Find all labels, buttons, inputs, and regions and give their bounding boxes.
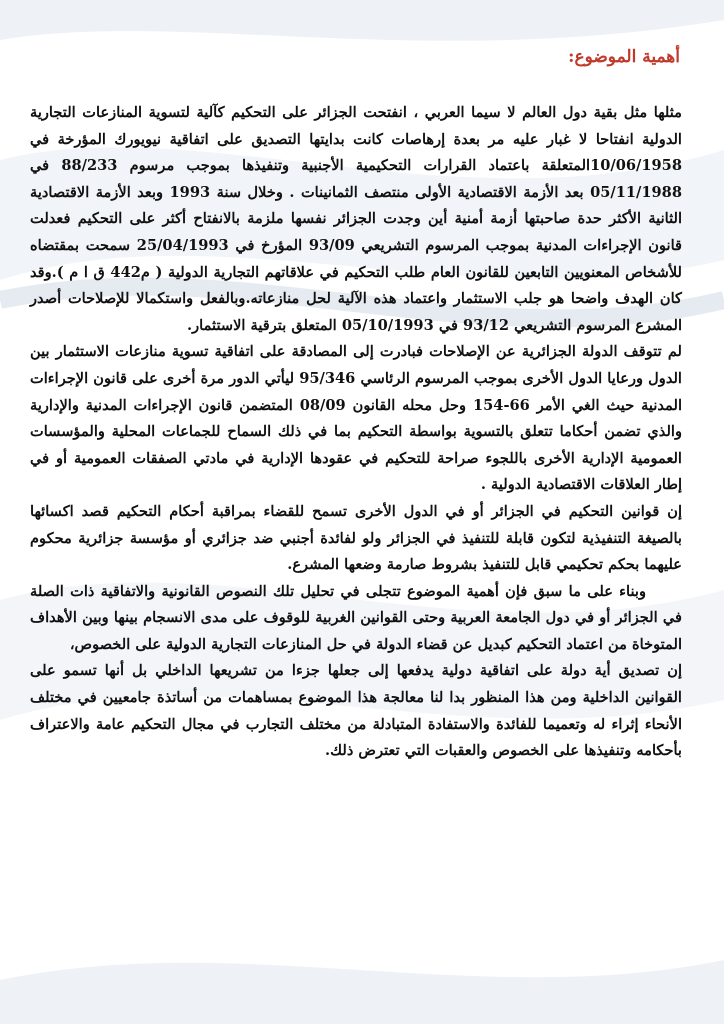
paragraph-1: مثلها مثل بقية دول العالم لا سيما العربي ، انفتحت الجزائر على التحكيم كآلية لتسوية المنازعات التجارية الدولية انفتاحا لا غبار عليه مر بعدة إرهاصات كانت بدايتها التصديق على اتفاقية نيويورك المؤرخة في 10/06/1958المتعلقة باعتماد القرارات التحكيمية الأجنبية وتنفيذها بموجب مرسوم 88/233 في 05/11/1988 بعد الأزمة الاقتصادية الأولى منتصف الثمانينات . وخلال سنة 1993 وبعد الأزمة الاقتصادية الثانية الأكثر حدة صاحبتها أزمة أمنية أين وجدت الجزائر نفسها ملزمة بالانفتاح أكثر على التحكيم فعدلت قانون الإجراءات المدنية بموجب المرسوم التشريعي 93/09 المؤرخ في 25/04/1993 سمحت بمقتضاه للأشخاص المعنويين التابعين للقانون العام طلب التحكيم في علاقاتهم التجارية الدولية ( م442 ق ا م ).وقد كان الهدف واضحا هو جلب الاستثمار واعتماد هذه الآلية لحل منازعاته.وبالفعل واستكمالا للإصلاحات أصدر المشرع المرسوم التشريعي 93/12 في 05/10/1993 المتعلق بترقية الاستثمار. <box>30 104 683 334</box>
section-heading: أهمية الموضوع: <box>568 47 680 67</box>
paragraph-3: إن قوانين التحكيم في الجزائر أو في الدول الأخرى تسمح للقضاء بمراقبة أحكام التحكيم قصد اكسائها بالصيغة التنفيذية لتكون قابلة للتنفيذ في الجزائر ولو لفائدة أجنبي ضد جزائري أو مؤسسة جزائرية محكوم عليهما بحكم تحكيمي قابل للتنفيذ بشروط صارمة وضعها المشرع. <box>30 502 682 574</box>
paragraph-2: لم تتوقف الدولة الجزائرية عن الإصلاحات فبادرت إلى المصادقة على اتفاقية تسوية منازعات الاستثمار بين الدول ورعايا الدول الأخرى بموجب المرسوم الرئاسي 95/346 ليأتي الدور مرة أخرى على قانون الإجراءات المدنية حيث الغي الأمر 66-154 وحل محله القانون 08/09 المتضمن قانون الإجراءات المدنية والإدارية والذي تضمن أحكاما تتعلق بالتسوية بواسطة التحكيم بما في ذلك السماح للجماعات المحلية والمؤسسات العمومية الإدارية الأخرى باللجوء صراحة للتحكيم في عقودها الإدارية في مادتي الصفقات العمومية أو في إطار العلاقات الاقتصادية الدولية . <box>30 343 683 494</box>
paragraph-5: إن تصديق أية دولة على اتفاقية دولية يدفعها إلى جعلها جزءا من تشريعها الداخلي بل أنها تسمو على القوانين الداخلية ومن هذا المنظور بدا لنا معالجة هذا الموضوع بمساهمات من أساتذة جامعيين في مختلف الأنحاء إثراء له وتعميما للفائدة والاستفادة المتبادلة من مختلف التجارب في مجال التحكيم عامة والاعتراف بأحكامه وتنفيذها على الخصوص والعقبات التي تعترض ذلك. <box>30 662 682 760</box>
document-page <box>30 44 682 765</box>
paragraph-4: وبناء على ما سبق فإن أهمية الموضوع تتجلى في تحليل تلك النصوص القانونية والاتفاقية ذات الصلة في الجزائر أو في دول الجامعة العربية وحتى القوانين الغربية للوقوف على مدى الانسجام بينها وبين الأهداف المتوخاة من اعتماد التحكيم كبديل عن قضاء الدولة في حل المنازعات التجارية الدولية على الخصوص، <box>30 582 682 653</box>
